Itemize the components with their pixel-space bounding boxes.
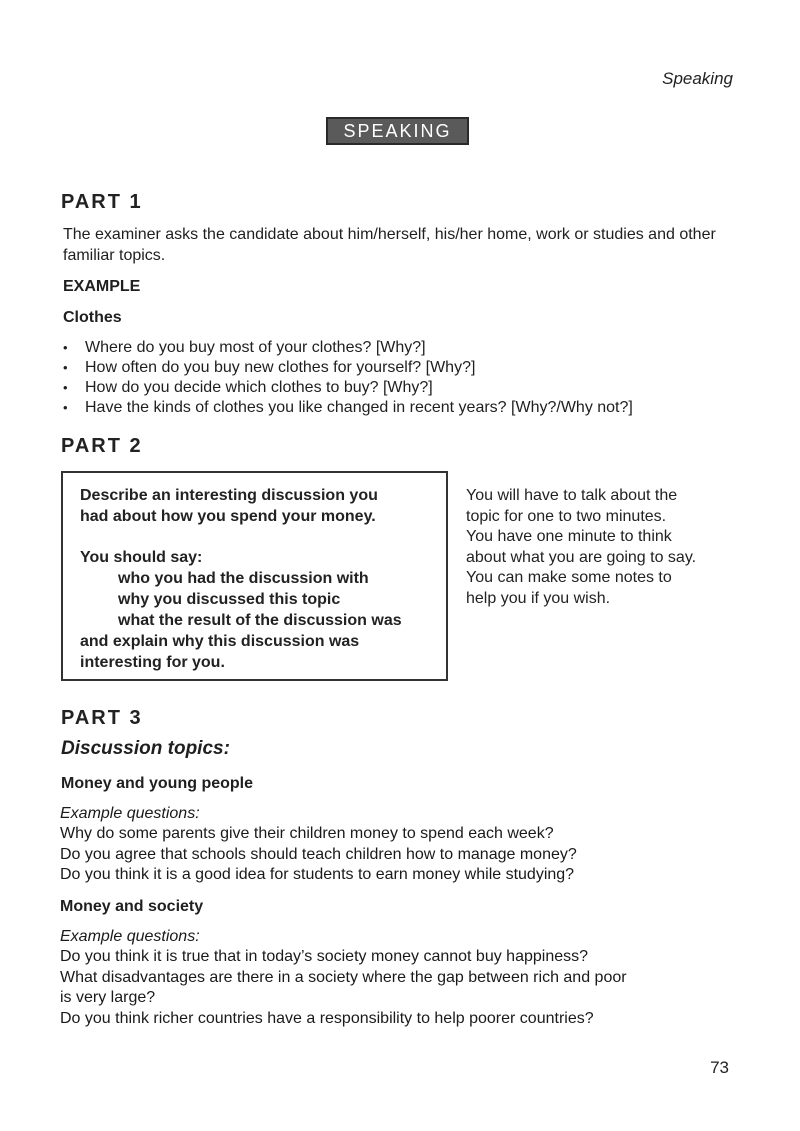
instruction-line: topic for one to two minutes. [466,507,667,525]
example-questions-label: Example questions: [60,805,200,822]
part1-topic: Clothes [63,309,122,326]
cue-card [61,471,448,681]
discussion-question: What disadvantages are there in a society where the gap between rich and poor [60,968,627,986]
cue-card-explain-line: and explain why this discussion was [80,633,360,650]
discussion-question: Do you agree that schools should teach children how to manage money? [60,845,577,863]
part1-intro: The examiner asks the candidate about him/herself, his/her home, work or studies and other familiar topics. [63,226,716,264]
part1-example-label: EXAMPLE [63,278,141,295]
instruction-line: about what you are going to say. [466,548,697,566]
list-item: • Where do you buy most of your clothes? [Why?] [63,338,633,358]
cue-card-explain-line: interesting for you. [80,654,225,671]
cue-card-point: what the result of the discussion was [118,612,402,629]
part3-heading: PART 3 [61,707,143,729]
cue-card-task-line: Describe an interesting discussion you [80,487,378,504]
instruction-line: You have one minute to think [466,528,672,545]
cue-card-point: why you discussed this topic [118,591,341,608]
discussion-question: Do you think it is true that in today’s society money cannot buy happiness? [60,948,589,965]
topic-title: Money and young people [61,775,254,792]
section-banner: SPEAKING [326,117,469,145]
instruction-line: help you if you wish. [466,589,611,607]
instruction-line: You can make some notes to [466,569,672,586]
topic-questions [60,804,740,886]
discussion-question: is very large? [60,989,156,1006]
example-questions-label: Example questions: [60,928,200,945]
part1-question-list [63,338,633,418]
topic-questions [60,927,740,1029]
cue-card-task-line: had about how you spend your money. [80,508,376,525]
discussion-question: Why do some parents give their children money to spend each week? [60,825,554,842]
discussion-question: Do you think richer countries have a responsibility to help poorer countries? [60,1009,594,1027]
list-item: • How often do you buy new clothes for yourself? [Why?] [63,358,633,378]
list-item: • Have the kinds of clothes you like changed in recent years? [Why?/Why not?] [63,398,633,418]
page-number: 73 [710,1058,729,1077]
list-item: • How do you decide which clothes to buy? [Why?] [63,378,633,398]
instruction-line: You will have to talk about the [466,487,678,504]
cue-card-point: who you had the discussion with [118,570,369,587]
discussion-question: Do you think it is a good idea for students to earn money while studying? [60,866,575,883]
part2-heading: PART 2 [61,435,143,457]
part1-heading: PART 1 [61,191,143,213]
cue-card-should-say: You should say: [80,549,203,566]
part2-instructions [466,486,736,609]
running-head: Speaking [662,69,733,88]
topic-title: Money and society [60,898,204,915]
discussion-heading: Discussion topics: [61,738,230,759]
